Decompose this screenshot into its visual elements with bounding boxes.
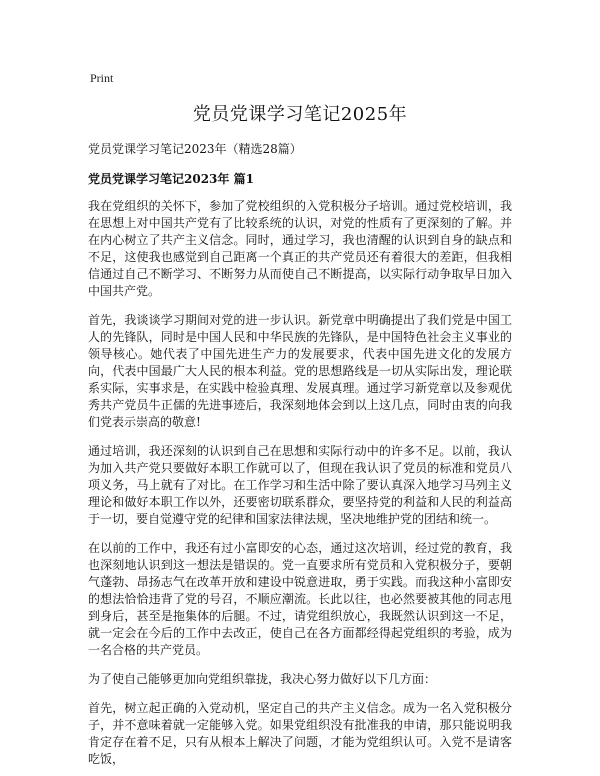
print-link[interactable]: Print <box>90 71 114 85</box>
paragraph-6: 首先，树立起正确的入党动机，坚定自己的共产主义信念。成为一名入党积极分子，并不意味着就一定能够入党。如果党组织没有批准我的申请，那只能说明我肯定存在着不足，只有从根本上解决了问题，才能为党组织认可。入党不是请客吃饭， <box>88 701 512 766</box>
document-subtitle: 党员党课学习笔记2023年（精选28篇） <box>88 142 302 156</box>
paragraph-2: 首先，我谈谈学习期间对党的进一步认识。新党章中明确提出了我们党是中国工人的先锋队，同时是中国人民和中华民族的先锋队，是中国特色社会主义事业的领导核心。她代表了中国先进生产力的发展要求，代表中国先进文化的发展方向，代表中国最广大人民的根本利益。党的思想路线是一切从实际出发，理论联系实际，实事求是，在实践中检验真理、发展真理。通过学习新党章以及参观优秀共产党员牛正儒的先进事迹后，我深刻地体会到以上这几点，同时由衷的向我们党表示崇高的敬意! <box>88 313 512 429</box>
document-title: 党员党课学习笔记2025年 <box>192 104 408 125</box>
paragraph-3: 通过培训，我还深刻的认识到自己在思想和实际行动中的许多不足。以前，我认为加入共产党只要做好本职工作就可以了，但现在我认识了党员的标准和党员八项义务，马上就有了对比。在工作学习和生活中除了要认真深入地学习马列主义理论和做好本职工作以外，还要密切联系群众，要坚持党的利益和人民的利益高于一切，要自觉遵守党的纪律和国家法律法规，坚决地维护党的团结和统一。 <box>88 444 512 526</box>
paragraph-1: 我在党组织的关怀下，参加了党校组织的入党积极分子培训。通过党校培训，我在思想上对中国共产党有了比较系统的认识，对党的性质有了更深刻的了解。并在内心树立了共产主义信念。同时，通过学习，我也清醒的认识到自身的缺点和不足，这使我也感觉到自己距离一个真正的共产党员还有着很大的差距，但我相信通过自己不断学习、不断努力从而使自己不断提高，以实际行动争取早日加入中国共产党。 <box>88 199 512 298</box>
paragraph-5: 为了使自己能够更加向党组织靠拢，我决心努力做好以下几方面： <box>88 672 437 686</box>
paragraph-4: 在以前的工作中，我还有过小富即安的心态，通过这次培训，经过党的教育，我也深刻地认识到这一想法是错误的。党一直要求所有党员和入党积极分子，要朝气蓬勃、昂扬志气在改革开放和建设中锐意进取，勇于实践。而我这种小富即安的想法恰恰违背了党的号召，不顺应潮流。长此以往，也必然要被其他的同志甩到身后，甚至是拖集体的后腿。不过，请党组织放心，我既然认识到这一不足，就一定会在今后的工作中去改正，使自己在各方面都经得起党组织的考验，成为一名合格的共产党员。 <box>88 541 512 657</box>
section-heading: 党员党课学习笔记2023年 篇1 <box>88 172 254 186</box>
